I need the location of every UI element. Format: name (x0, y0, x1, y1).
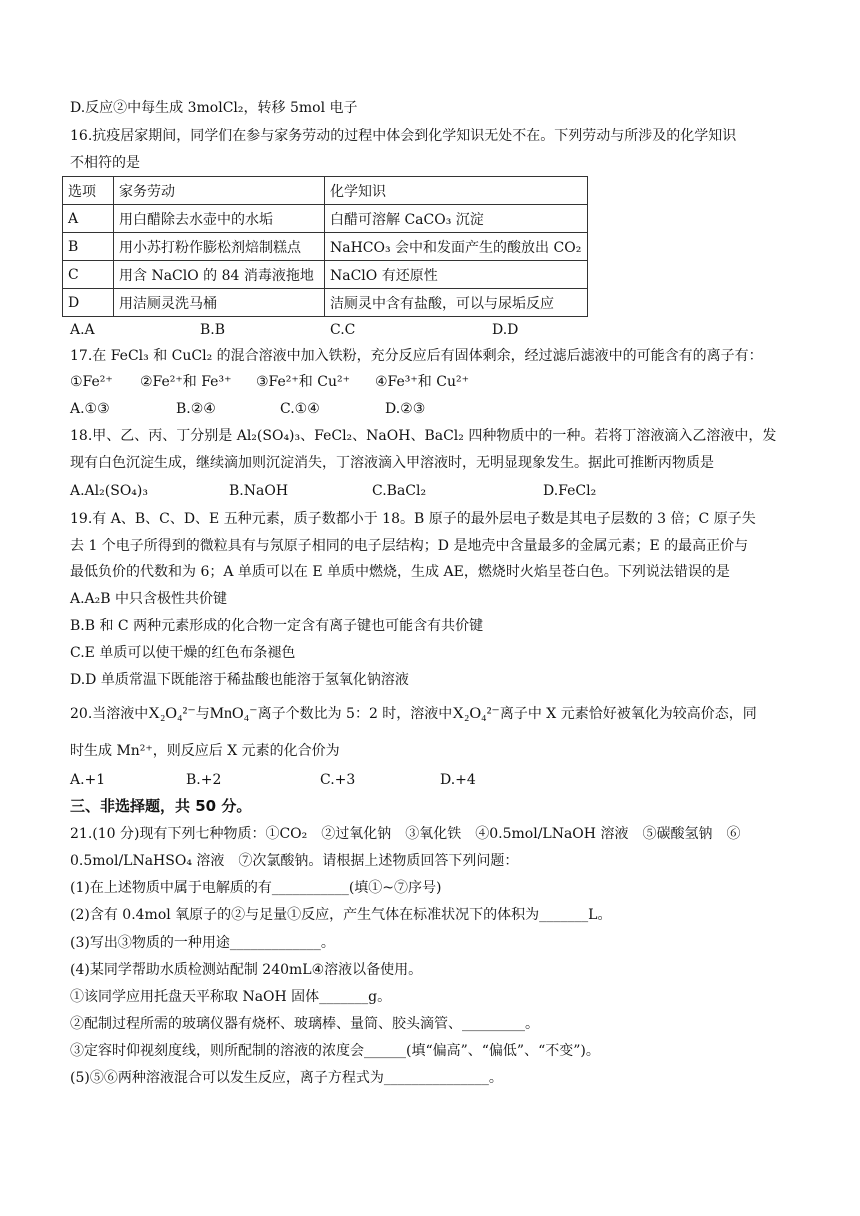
q21-line4: (2)含有 0.4mol 氧原子的②与足量①反应，产生气体在标准状况下的体积为_______L。 (70, 907, 612, 923)
table-cell: 洁厕灵中含有盐酸，可以与尿垢反应 (325, 289, 588, 317)
q19-option-b: B.B 和 C 两种元素形成的化合物一定含有离子键也可能含有共价键 (70, 618, 484, 634)
table-row (63, 233, 588, 261)
q21-line10: (5)⑤⑥两种溶液混合可以发生反应，离子方程式为_______________。 (70, 1070, 503, 1086)
table-header-row (63, 177, 588, 205)
table-cell: NaHCO₃ 会中和发面产生的酸放出 CO₂ (325, 233, 588, 261)
table-header: 选项 (63, 177, 114, 205)
q17-option-c: C.①④ (280, 401, 320, 417)
table-row (63, 205, 588, 233)
table-row (63, 289, 588, 317)
q20-ion-mno4: MnO₄⁻ (209, 705, 258, 722)
q21-line6: (4)某同学帮助水质检测站配制 240mL④溶液以备使用。 (70, 962, 423, 978)
q18-option-c: C.BaCl₂ (372, 483, 427, 499)
q19-stem-line3: 最低负价的代数和为 6；A 单质可以在 E 单质中燃烧，生成 AE，燃烧时火焰呈苍白色。下列说法错误的是 (70, 564, 730, 580)
q21-line2: 0.5mol/LNaHSO₄ 溶液 ⑦次氯酸钠。请根据上述物质回答下列问题： (70, 853, 519, 869)
q21-line3: (1)在上述物质中属于电解质的有___________(填①~⑦序号) (70, 880, 442, 896)
q21-line7: ①该同学应用托盘天平称取 NaOH 固体_______g。 (70, 989, 392, 1005)
q18-option-d: D.FeCl₂ (543, 483, 597, 499)
q20-option-d: D.+4 (440, 772, 476, 788)
q17-stem: 17.在 FeCl₃ 和 CuCl₂ 的混合溶液中加入铁粉，充分反应后有固体剩余，经过滤后滤液中的可能含有的离子有： (70, 348, 763, 364)
q18-option-a: A.Al₂(SO₄)₃ (70, 483, 148, 499)
q19-stem-line1: 19.有 A、B、C、D、E 五种元素，质子数都小于 18。B 原子的最外层电子数是其电子层数的 3 倍；C 原子失 (70, 511, 756, 527)
q20-option-b: B.+2 (186, 772, 222, 788)
q20-text: 20.当溶液中 (70, 706, 149, 722)
q16-option-c: C.C (330, 322, 356, 338)
q18-option-b: B.NaOH (229, 483, 289, 499)
q21-line1: 21.(10 分)现有下列七种物质：①CO₂ ②过氧化钠 ③氧化铁 ④0.5mol/LNaOH 溶液 ⑤碳酸氢钠 ⑥ (70, 826, 741, 842)
q16-stem-line2: 不相符的是 (70, 155, 140, 171)
q20-stem-line1 (70, 704, 757, 724)
q16-option-d: D.D (492, 322, 519, 338)
q20-text: 与 (195, 706, 210, 722)
q21-line8: ②配制过程所需的玻璃仪器有烧杯、玻璃棒、量筒、胶头滴管、_________。 (70, 1016, 539, 1032)
table-cell: 用含 NaClO 的 84 消毒液拖地 (114, 261, 325, 289)
table-cell: A (63, 205, 114, 233)
q17-ion-3: ③Fe²⁺和 Cu²⁺ (256, 374, 350, 390)
q21-line9: ③定容时仰视刻度线，则所配制的溶液的浓度会______(填“偏高”、“偏低”、“不变”)。 (70, 1043, 600, 1059)
table-cell: 用小苏打粉作膨松剂焙制糕点 (114, 233, 325, 261)
q19-stem-line2: 去 1 个电子所得到的微粒具有与氖原子相同的电子层结构；D 是地壳中含量最多的金属元素；E 的最高正价与 (70, 538, 749, 554)
table-header: 家务劳动 (114, 177, 325, 205)
q19-option-d: D.D 单质常温下既能溶于稀盐酸也能溶于氢氧化钠溶液 (70, 672, 409, 688)
q16-option-b: B.B (200, 322, 226, 338)
q18-stem-line1: 18.甲、乙、丙、丁分别是 Al₂(SO₄)₃、FeCl₂、NaOH、BaCl₂ 四种物质中的一种。若将丁溶液滴入乙溶液中，发 (70, 428, 777, 444)
q17-ion-1: ①Fe²⁺ (70, 374, 113, 390)
table-cell: NaClO 有还原性 (325, 261, 588, 289)
q17-ion-2: ②Fe²⁺和 Fe³⁺ (140, 374, 232, 390)
q16-table (62, 176, 588, 317)
q17-option-a: A.①③ (70, 401, 110, 417)
table-cell: 用洁厕灵洗马桶 (114, 289, 325, 317)
table-cell: 用白醋除去水壶中的水垢 (114, 205, 325, 233)
section-heading: 三、非选择题，共 50 分。 (70, 797, 252, 815)
q20-option-c: C.+3 (320, 772, 356, 788)
q19-option-a: A.A₂B 中只含极性共价键 (70, 591, 228, 607)
q17-ion-4: ④Fe³⁺和 Cu²⁺ (375, 374, 469, 390)
q18-stem-line2: 现有白色沉淀生成，继续滴加则沉淀消失，丁溶液滴入甲溶液时，无明显现象发生。据此可推断丙物质是 (70, 455, 714, 471)
table-cell: 白醋可溶解 CaCO₃ 沉淀 (325, 205, 588, 233)
q20-option-a: A.+1 (70, 772, 106, 788)
table-cell: D (63, 289, 114, 317)
table-cell: C (63, 261, 114, 289)
q20-text: 离子个数比为 5：2 时，溶液中 (257, 706, 453, 722)
q15-option-d: D.反应②中每生成 3molCl₂，转移 5mol 电子 (70, 100, 358, 116)
q20-stem-line2: 时生成 Mn²⁺，则反应后 X 元素的化合价为 (70, 743, 340, 759)
q20-ion-x2o4: X₂O₄²⁻ (148, 705, 196, 722)
q21-line5: (3)写出③物质的一种用途_____________。 (70, 935, 335, 951)
table-row (63, 261, 588, 289)
q16-stem-line1: 16.抗疫居家期间，同学们在参与家务劳动的过程中体会到化学知识无处不在。下列劳动与所涉及的化学知识 (70, 128, 737, 144)
table-cell: B (63, 233, 114, 261)
q17-option-d: D.②③ (385, 401, 426, 417)
q17-option-b: B.②④ (176, 401, 216, 417)
q16-option-a: A.A (70, 322, 95, 338)
q20-ion-x2o4: X₂O₄²⁻ (452, 705, 500, 722)
q20-text: 离子中 X 元素恰好被氧化为较高价态，同 (499, 706, 757, 722)
q19-option-c: C.E 单质可以使干燥的红色布条褪色 (70, 645, 296, 661)
table-header: 化学知识 (325, 177, 588, 205)
